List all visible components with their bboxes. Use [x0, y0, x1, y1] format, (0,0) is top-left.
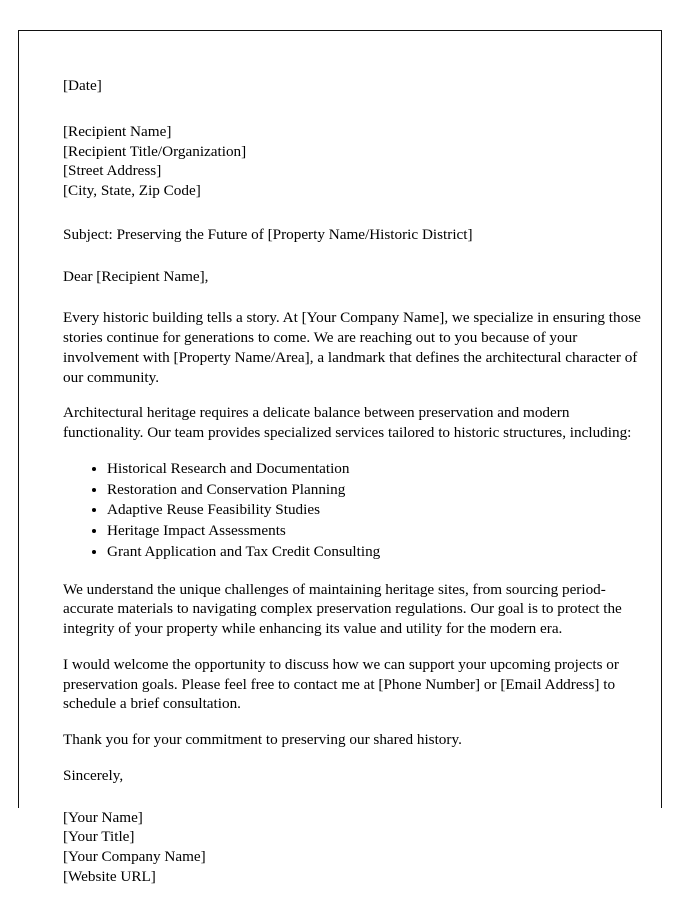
signature-block	[63, 808, 651, 887]
list-item: • Restoration and Conservation Planning	[107, 480, 651, 500]
letter-body	[63, 76, 651, 887]
recipient-city-state-zip: [City, State, Zip Code]	[63, 182, 201, 199]
closing-line: Sincerely,	[63, 766, 124, 784]
paragraph-thanks: Thank you for your commitment to preserving our shared history.	[63, 731, 462, 748]
subject-line: Subject: Preserving the Future of [Property Name/Historic District]	[63, 225, 473, 243]
closing-block	[63, 766, 651, 786]
date-block	[63, 76, 651, 96]
signer-name: [Your Name]	[63, 808, 143, 826]
signer-company: [Your Company Name]	[63, 848, 206, 865]
recipient-name: [Recipient Name]	[63, 122, 172, 140]
list-item: • Grant Application and Tax Credit Consulting	[107, 542, 651, 562]
paragraph-challenges: We understand the unique challenges of maintaining heritage sites, from sourcing period-accurate materials to navigating complex preservation regulations. Our goal is to protect the integrity of your property while enhancing its value and utility for the modern era.	[63, 580, 622, 637]
services-list	[63, 459, 651, 562]
paragraph-services-intro: Architectural heritage requires a delicate balance between preservation and modern functionality. Our team provides specialized services tailored to historic structures, including:	[63, 404, 632, 441]
list-item: • Historical Research and Documentation	[107, 459, 651, 479]
paragraph-call-to-action: I would welcome the opportunity to discuss how we can support your upcoming projects or preservation goals. Please feel free to contact me at [Phone Number] or [Email Address] to schedule a brief consultation.	[63, 655, 619, 713]
recipient-title: [Recipient Title/Organization]	[63, 142, 247, 160]
signer-title: [Your Title]	[63, 828, 135, 846]
salutation-block	[63, 267, 651, 287]
salutation-line: Dear [Recipient Name],	[63, 267, 209, 285]
subject-block	[63, 225, 651, 245]
list-item: • Adaptive Reuse Feasibility Studies	[107, 500, 651, 520]
letter-sheet	[18, 30, 662, 885]
recipient-street: [Street Address]	[63, 162, 162, 180]
paragraph-intro: Every historic building tells a story. At [Your Company Name], we specialize in ensuring those stories continue for generations to come. We are reaching out to you because of your involvement with [Property Name/Area], a landmark that defines the architectural character of our community.	[63, 309, 641, 386]
recipient-address-block	[63, 122, 651, 201]
date-line: [Date]	[63, 77, 102, 94]
list-item: • Heritage Impact Assessments	[107, 521, 651, 541]
signer-website: [Website URL]	[63, 867, 156, 885]
